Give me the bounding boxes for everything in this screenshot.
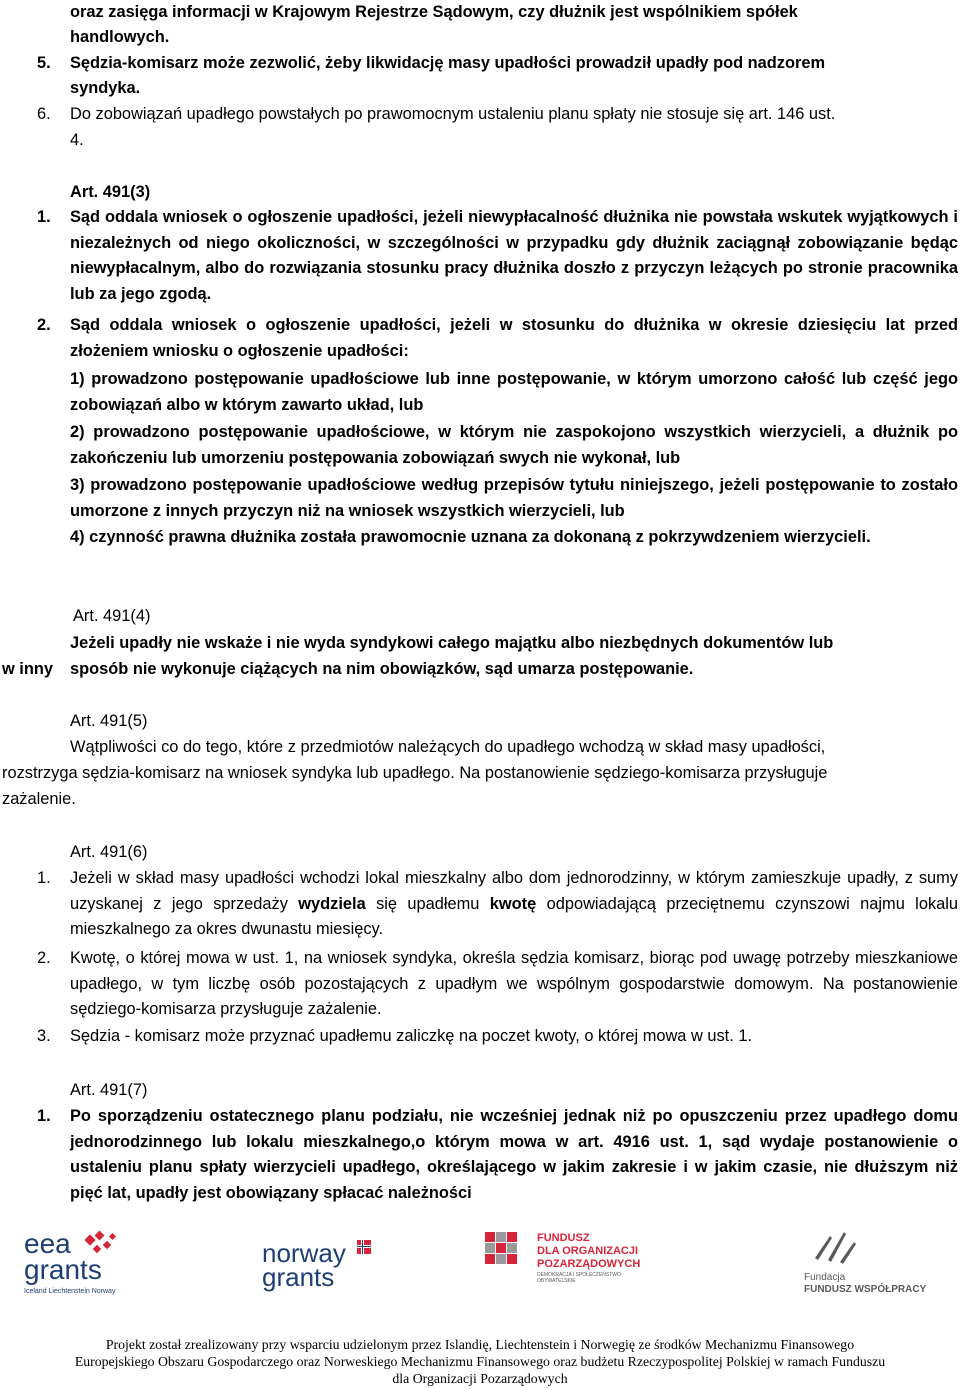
footer-line: dla Organizacji Pozarządowych — [392, 1371, 568, 1386]
paragraph-text: Jeżeli w skład masy upadłości wchodzi lokal mieszkalny albo dom jednorodzinny, w którym zamieszkuje upadły, z sumy uzyskanej z jego sprzedaży wydziela się upadłemu kwotę odpowiadającą przeciętnemu czynszowi najmu lokalu mieszkalnego za okres dwunastu miesięcy. — [70, 869, 959, 938]
article-text: sposób nie wykonuje ciążących na nim obowiązków, sąd umarza postępowanie. — [70, 660, 694, 678]
fundusz-checker-icon — [485, 1232, 529, 1276]
grants-text: grants — [262, 1262, 335, 1292]
item-text: 4. — [70, 131, 84, 149]
item-text: Sędzia-komisarz może zezwolić, żeby likwidację masy upadłości prowadził upadły pod nadzorem — [70, 54, 826, 72]
paragraph-number: 1. — [37, 1107, 51, 1125]
grants-text: grants — [24, 1254, 102, 1285]
eea-text: eea — [24, 1228, 71, 1259]
item-text: syndyka. — [70, 79, 141, 97]
fundusz-ngo-logo — [485, 1232, 655, 1296]
sub-item-text: 1) prowadzono postępowanie upadłościowe lub inne postępowanie, w którym umorzono całość lub część jego zobowiązań albo w którym zawarto układ, lub — [70, 370, 958, 414]
continuation-text: oraz zasięga informacji w Krajowym Rejestrze Sądowym, czy dłużnik jest wspólnikiem spółek — [70, 3, 798, 21]
sub-item-text: 3) prowadzono postępowanie upadłościowe według przepisów tytułu niniejszego, jeżeli postępowanie to zostało umorzone z innych przyczyn niż na wniosek wszystkich wierzycieli, lub — [70, 476, 958, 520]
fundusz-wspolpracy-mark-icon — [810, 1228, 860, 1268]
article-heading: Art. 491(7) — [70, 1081, 148, 1099]
eea-subtitle: Iceland Liechtenstein Norway — [24, 1288, 116, 1295]
article-heading: Art. 491(3) — [70, 183, 151, 201]
paragraph-number: 1. — [37, 869, 51, 887]
fundusz-line1: FUNDUSZ — [537, 1232, 590, 1244]
item-number: 6. — [37, 105, 51, 123]
article-text: Wątpliwości co do tego, które z przedmiotów należących do upadłego wchodzą w skład masy upadłości, — [70, 738, 826, 756]
paragraph-number: 2. — [37, 949, 51, 967]
paragraph-number: 1. — [37, 208, 51, 226]
fundusz-wspolpracy-logo — [800, 1228, 930, 1304]
fundusz-line3: POZARZĄDOWYCH — [537, 1258, 641, 1270]
paragraph-text: Sędzia - komisarz może przyznać upadłemu zaliczkę na poczet kwoty, o której mowa w ust. 1. — [70, 1027, 753, 1045]
sub-item-text: 4) czynność prawna dłużnika została prawomocnie uznana za dokonaną z pokrzywdzeniem wierzycieli. — [70, 528, 871, 546]
paragraph-number: 3. — [37, 1027, 51, 1045]
bold-term: wydziela — [298, 894, 366, 913]
item-text: Do zobowiązań upadłego powstałych po prawomocnym ustaleniu planu spłaty nie stosuje się art. 146 ust. — [70, 105, 836, 123]
eea-grants-logo — [22, 1228, 132, 1304]
article-text-prefix: w inny — [2, 660, 53, 678]
article-heading: Art. 491(5) — [70, 712, 148, 730]
paragraph-text: Sąd oddala wniosek o ogłoszenie upadłości, jeżeli niewypłacalność dłużnika nie powstała wskutek wyjątkowych i niezależnych od niego okoliczności, w szczególności w przypadku gdy dłużnik zaciągnął zobowiązanie będąc niewypłacalnym, albo do rozwiązania stosunku pracy dłużnika doszło z przyczyn leżących po stronie pracownika lub za jego zgodą. — [70, 208, 958, 303]
sub-item-text: 2) prowadzono postępowanie upadłościowe, w którym nie zaspokojono wszystkich wierzycieli, a dłużnik po zakończeniu lub umorzeniu postępowania zobowiązań swych nie wykonał, lub — [70, 423, 958, 467]
paragraph-number: 2. — [37, 316, 51, 334]
article-text: Jeżeli upadły nie wskaże i nie wyda syndykowi całego majątku albo niezbędnych dokumentów lub — [70, 634, 834, 652]
paragraph-text: Po sporządzeniu ostatecznego planu podziału, nie wcześniej jednak niż po opuszczeniu przez upadłego domu jednorodzinnego lub lokalu mieszkalnego,o którym mowa w art. 4916 ust. 1, sąd wydaje postanowienie o ustaleniu planu spłaty wierzycieli upadłego, określającego w jakim zakresie i w jakim czasie, nie dłuższym niż pięć lat, upadły jest obowiązany spłacać należności — [70, 1107, 958, 1202]
article-text: zażalenie. — [2, 790, 76, 808]
paragraph-text: Sąd oddala wniosek o ogłoszenie upadłości, jeżeli w stosunku do dłużnika w okresie dziesięciu lat przed złożeniem wniosku o ogłoszenie upadłości: — [70, 316, 958, 360]
footer-line: Projekt został zrealizowany przy wsparciu udzielonym przez Islandię, Liechtenstein i Norwegię ze środków Mechanizmu Finansowego — [105, 1337, 855, 1352]
norway-text: norway — [262, 1238, 346, 1268]
norway-flag-icon — [357, 1240, 371, 1254]
continuation-text: handlowych. — [70, 28, 170, 46]
sponsor-logos — [0, 1228, 960, 1328]
fws-line1: Fundacja — [804, 1272, 846, 1283]
article-text: rozstrzyga sędzia-komisarz na wniosek syndyka lub upadłego. Na postanowienie sędziego-komisarza przysługuje — [2, 764, 828, 782]
paragraph-text: Kwotę, o której mowa w ust. 1, na wniosek syndyka, określa sędzia komisarz, biorąc pod uwagę potrzeby mieszkaniowe upadłego, w tym liczbę osób pozostających z upadłym we wspólnym gospodarstwie domowym. Na postanowienie sędziego-komisarza przysługuje zażalenie. — [70, 949, 958, 1018]
fundusz-line4: DEMOKRACJA I SPOŁECZEŃSTWO OBYWATELSKIE — [537, 1272, 621, 1284]
article-heading: Art. 491(6) — [70, 843, 148, 861]
fundusz-line2: DLA ORGANIZACJI — [537, 1245, 639, 1257]
item-number: 5. — [37, 54, 51, 72]
article-heading: Art. 491(4) — [73, 607, 151, 625]
bold-term: kwotę — [489, 894, 537, 913]
footer-line: Europejskiego Obszaru Gospodarczego oraz Norweskiego Mechanizmu Finansowego oraz budżetu Rzeczypospolitej Polskiej w ramach Funduszu — [74, 1354, 886, 1369]
fws-line2: FUNDUSZ WSPÓŁPRACY — [804, 1284, 927, 1295]
norway-grants-logo — [262, 1240, 372, 1300]
footer — [0, 1336, 960, 1387]
